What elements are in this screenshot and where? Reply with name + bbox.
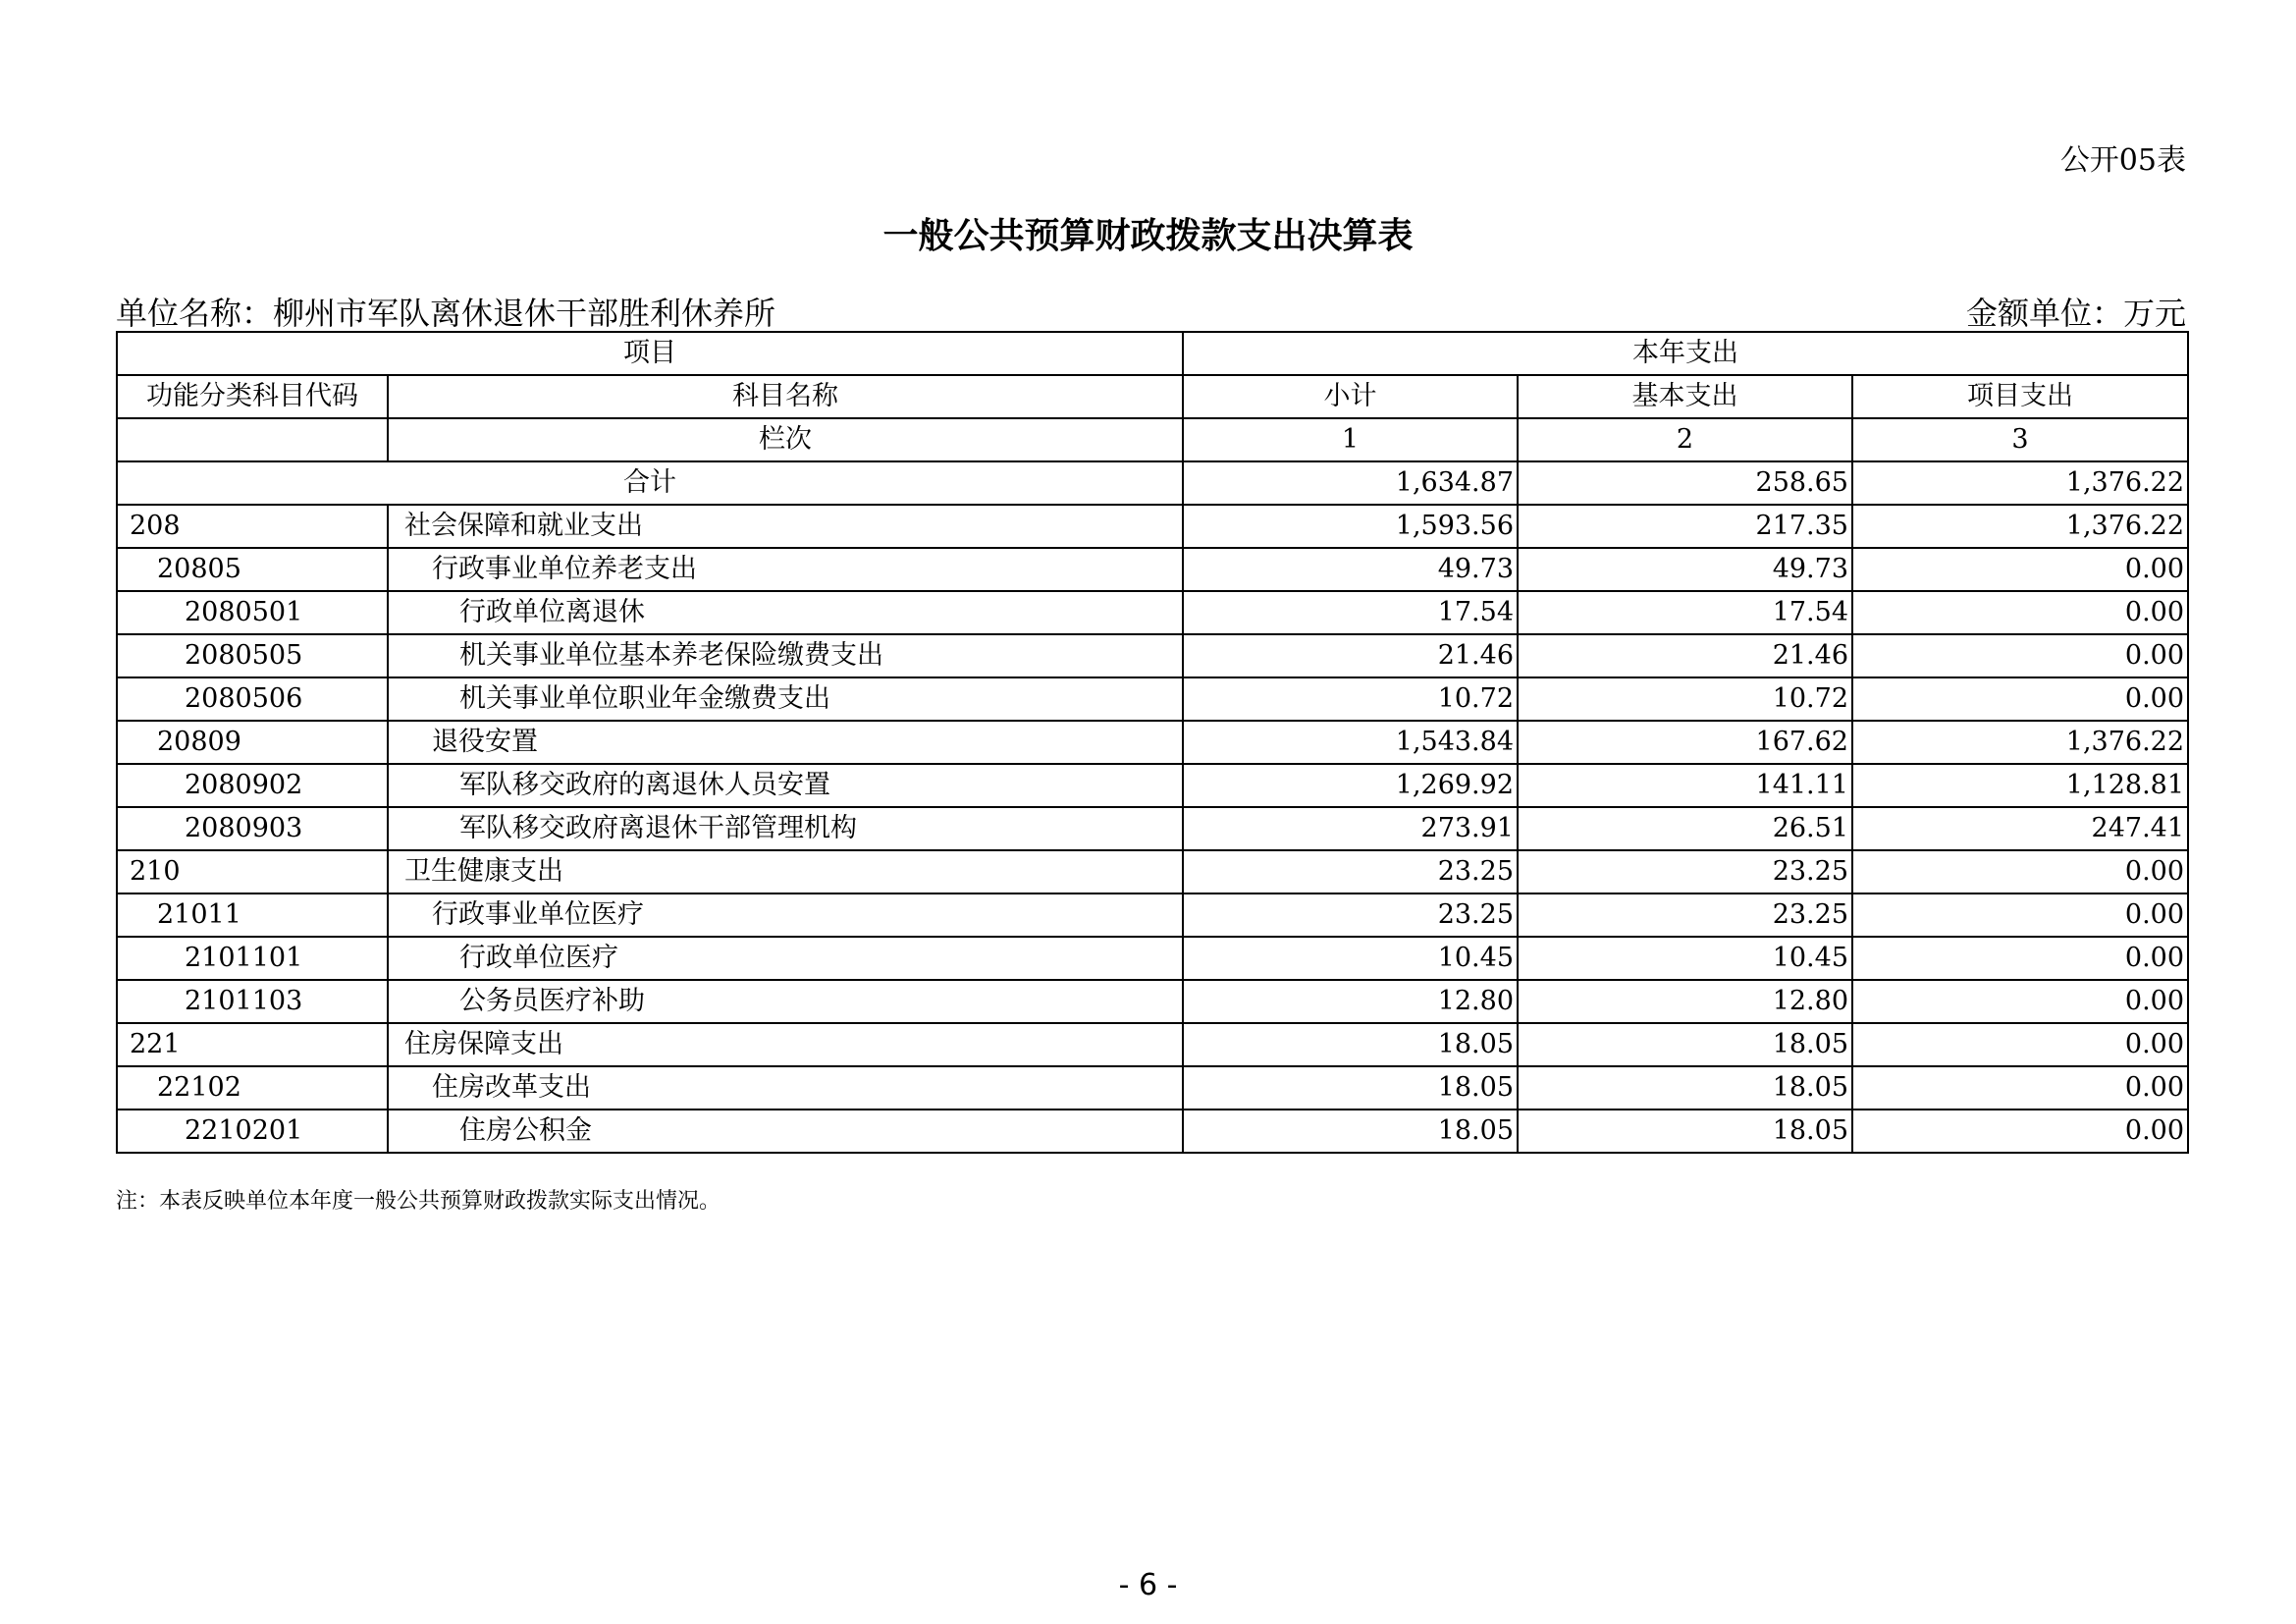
row-basic: 23.25 bbox=[1518, 893, 1852, 937]
page-number: - 6 - bbox=[1118, 1568, 1178, 1602]
row-project: 1,376.22 bbox=[1852, 721, 2188, 764]
header-row-2 bbox=[117, 375, 2188, 418]
row-code: 2080506 bbox=[117, 677, 388, 721]
row-code: 20809 bbox=[117, 721, 388, 764]
row-subject-name: 机关事业单位职业年金缴费支出 bbox=[388, 677, 1183, 721]
table-note: 注：本表反映单位本年度一般公共预算财政拨款实际支出情况。 bbox=[116, 1189, 721, 1214]
form-code: 公开05表 bbox=[2059, 143, 2186, 178]
table-row bbox=[117, 634, 2188, 677]
row-project: 0.00 bbox=[1852, 1023, 2188, 1066]
row-project: 0.00 bbox=[1852, 1110, 2188, 1153]
header-func-code: 功能分类科目代码 bbox=[117, 375, 388, 418]
row-subtotal: 12.80 bbox=[1183, 980, 1518, 1023]
header-basic: 基本支出 bbox=[1518, 375, 1852, 418]
row-code: 208 bbox=[117, 505, 388, 548]
row-subject-name: 公务员医疗补助 bbox=[388, 980, 1183, 1023]
header-col1: 1 bbox=[1183, 418, 1518, 461]
row-project: 247.41 bbox=[1852, 807, 2188, 850]
row-basic: 217.35 bbox=[1518, 505, 1852, 548]
row-project: 0.00 bbox=[1852, 980, 2188, 1023]
row-project: 0.00 bbox=[1852, 548, 2188, 591]
row-basic: 167.62 bbox=[1518, 721, 1852, 764]
row-subtotal: 49.73 bbox=[1183, 548, 1518, 591]
table-row bbox=[117, 1110, 2188, 1153]
row-subtotal: 10.45 bbox=[1183, 937, 1518, 980]
row-code: 22102 bbox=[117, 1066, 388, 1110]
header-column-order: 栏次 bbox=[388, 418, 1183, 461]
header-subject-name: 科目名称 bbox=[388, 375, 1183, 418]
row-basic: 23.25 bbox=[1518, 850, 1852, 893]
row-basic: 21.46 bbox=[1518, 634, 1852, 677]
row-project: 1,128.81 bbox=[1852, 764, 2188, 807]
row-subtotal: 273.91 bbox=[1183, 807, 1518, 850]
row-subtotal: 18.05 bbox=[1183, 1023, 1518, 1066]
row-code: 2080501 bbox=[117, 591, 388, 634]
table-row bbox=[117, 937, 2188, 980]
amount-unit: 金额单位：万元 bbox=[1965, 295, 2186, 332]
row-basic: 10.45 bbox=[1518, 937, 1852, 980]
row-basic: 18.05 bbox=[1518, 1110, 1852, 1153]
table-row bbox=[117, 807, 2188, 850]
row-basic: 141.11 bbox=[1518, 764, 1852, 807]
table-row bbox=[117, 548, 2188, 591]
total-row bbox=[117, 461, 2188, 505]
row-subtotal: 18.05 bbox=[1183, 1066, 1518, 1110]
table-row bbox=[117, 850, 2188, 893]
header-col3: 3 bbox=[1852, 418, 2188, 461]
header-subtotal: 小计 bbox=[1183, 375, 1518, 418]
row-subject-name: 退役安置 bbox=[388, 721, 1183, 764]
row-project: 0.00 bbox=[1852, 634, 2188, 677]
row-code: 210 bbox=[117, 850, 388, 893]
row-basic: 18.05 bbox=[1518, 1066, 1852, 1110]
row-project: 0.00 bbox=[1852, 937, 2188, 980]
row-code: 2080903 bbox=[117, 807, 388, 850]
table-row bbox=[117, 764, 2188, 807]
row-basic: 10.72 bbox=[1518, 677, 1852, 721]
row-code: 2101103 bbox=[117, 980, 388, 1023]
row-subject-name: 行政事业单位医疗 bbox=[388, 893, 1183, 937]
row-project: 0.00 bbox=[1852, 850, 2188, 893]
row-code: 21011 bbox=[117, 893, 388, 937]
table-row bbox=[117, 505, 2188, 548]
budget-table bbox=[116, 331, 2189, 1154]
row-basic: 26.51 bbox=[1518, 807, 1852, 850]
header-empty-cell bbox=[117, 418, 388, 461]
row-code: 2080505 bbox=[117, 634, 388, 677]
row-subject-name: 行政单位离退休 bbox=[388, 591, 1183, 634]
table-row bbox=[117, 1066, 2188, 1110]
row-project: 1,376.22 bbox=[1852, 505, 2188, 548]
row-code: 2080902 bbox=[117, 764, 388, 807]
header-current-year-expense: 本年支出 bbox=[1183, 332, 2188, 375]
row-subtotal: 23.25 bbox=[1183, 893, 1518, 937]
row-subject-name: 住房改革支出 bbox=[388, 1066, 1183, 1110]
table-row bbox=[117, 1023, 2188, 1066]
row-subject-name: 行政单位医疗 bbox=[388, 937, 1183, 980]
row-project: 0.00 bbox=[1852, 893, 2188, 937]
row-subtotal: 23.25 bbox=[1183, 850, 1518, 893]
header-row-3 bbox=[117, 418, 2188, 461]
row-subject-name: 住房保障支出 bbox=[388, 1023, 1183, 1066]
row-subtotal: 1,593.56 bbox=[1183, 505, 1518, 548]
total-subtotal: 1,634.87 bbox=[1183, 461, 1518, 505]
table-row bbox=[117, 893, 2188, 937]
row-subtotal: 1,269.92 bbox=[1183, 764, 1518, 807]
row-code: 221 bbox=[117, 1023, 388, 1066]
row-project: 0.00 bbox=[1852, 677, 2188, 721]
header-project-expense: 项目支出 bbox=[1852, 375, 2188, 418]
row-basic: 18.05 bbox=[1518, 1023, 1852, 1066]
row-basic: 17.54 bbox=[1518, 591, 1852, 634]
total-basic: 258.65 bbox=[1518, 461, 1852, 505]
table-row bbox=[117, 980, 2188, 1023]
page-title: 一般公共预算财政拨款支出决算表 bbox=[882, 216, 1414, 256]
row-subtotal: 21.46 bbox=[1183, 634, 1518, 677]
row-code: 2101101 bbox=[117, 937, 388, 980]
row-code: 2210201 bbox=[117, 1110, 388, 1153]
row-subtotal: 1,543.84 bbox=[1183, 721, 1518, 764]
row-subtotal: 18.05 bbox=[1183, 1110, 1518, 1153]
header-row-1 bbox=[117, 332, 2188, 375]
total-label: 合计 bbox=[117, 461, 1183, 505]
row-subtotal: 17.54 bbox=[1183, 591, 1518, 634]
row-subject-name: 行政事业单位养老支出 bbox=[388, 548, 1183, 591]
row-subject-name: 社会保障和就业支出 bbox=[388, 505, 1183, 548]
row-subtotal: 10.72 bbox=[1183, 677, 1518, 721]
row-subject-name: 机关事业单位基本养老保险缴费支出 bbox=[388, 634, 1183, 677]
row-code: 20805 bbox=[117, 548, 388, 591]
unit-name: 单位名称：柳州市军队离休退休干部胜利休养所 bbox=[116, 295, 776, 332]
table-row bbox=[117, 677, 2188, 721]
row-subject-name: 军队移交政府的离退休人员安置 bbox=[388, 764, 1183, 807]
header-col2: 2 bbox=[1518, 418, 1852, 461]
row-basic: 49.73 bbox=[1518, 548, 1852, 591]
row-basic: 12.80 bbox=[1518, 980, 1852, 1023]
table-row bbox=[117, 721, 2188, 764]
row-subject-name: 军队移交政府离退休干部管理机构 bbox=[388, 807, 1183, 850]
row-project: 0.00 bbox=[1852, 591, 2188, 634]
row-subject-name: 卫生健康支出 bbox=[388, 850, 1183, 893]
row-subject-name: 住房公积金 bbox=[388, 1110, 1183, 1153]
row-project: 0.00 bbox=[1852, 1066, 2188, 1110]
table-row bbox=[117, 591, 2188, 634]
header-project: 项目 bbox=[117, 332, 1183, 375]
total-project: 1,376.22 bbox=[1852, 461, 2188, 505]
